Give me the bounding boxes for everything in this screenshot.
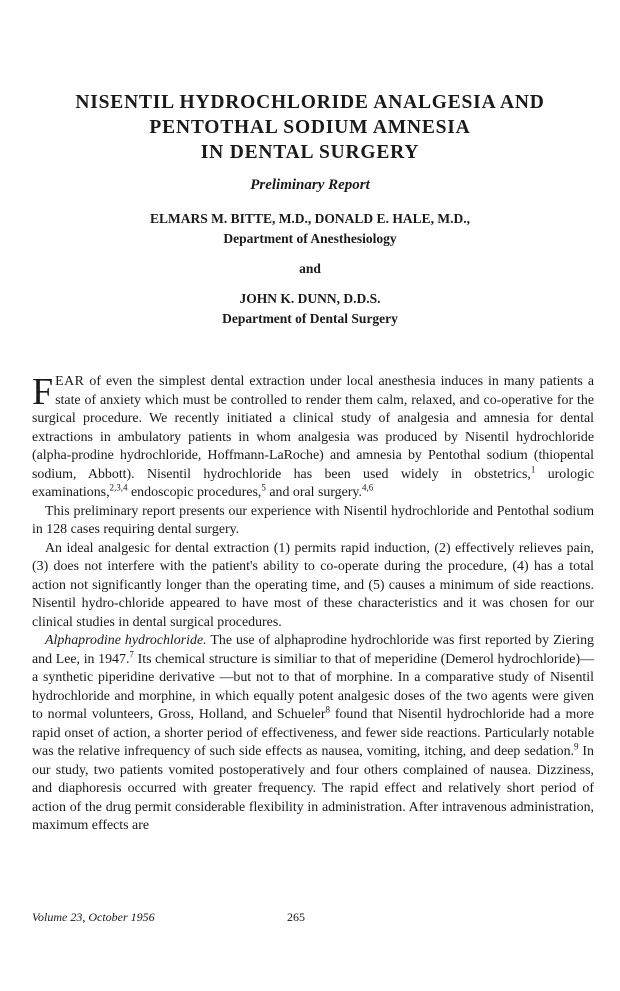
reference-8: 8 <box>325 704 330 715</box>
paragraph-4-text-d: In our study, two patients vomited postoperatively and four others complained of nausea. Dizziness, and diaphoresis occurred with greater frequency. The rapid effect and relatively short period of action of the drug permit considerable flexibility in administration. After intravenous administration, maximum effects are <box>32 744 594 833</box>
reference-1: 1 <box>530 463 536 474</box>
paragraph-3: An ideal analgesic for dental extraction (1) permits rapid induction, (2) effectively relieves pain, (3) does not interfere with the patient's ability to co-operate during the procedure, (4) has a total action not significantly longer than the operating time, and (5) causes a minimum of side reactions. Nisentil hydro-chloride appeared to have most of these characteristics and it was chosen for our clinical studies in dental surgical procedures. <box>32 540 594 630</box>
paragraph-4 <box>32 632 594 836</box>
article-title <box>30 90 590 165</box>
authors-line-1: ELMARS M. BITTE, M.D., DONALD E. HALE, M.D., <box>150 211 470 226</box>
department-dental-surgery: Department of Dental Surgery <box>222 311 398 326</box>
paragraph-1-text-a: of even the simplest dental extraction under local anesthesia induces in many patients a state of anxiety which must be controlled to render them calm, relaxed, and co-operative for the surgical procedure. We recently initiated a clinical study of analgesia and amnesia for dental extractions in ambulatory patients in whom analgesia was produced by Nisentil hydrochloride (alpha-prodine hydrochloride, Hoffmann-LaRoche) and amnesia by Pentothal sodium (thiopental sodium, Abbott). Nisentil hydrochloride has been used widely in obstetrics, <box>32 374 594 482</box>
paragraph-4-text-b: Its chemical structure is similiar to that of meperidine (Demerol hydrochloride)—a synthetic piperidine derivative —but not to that of morphine. In a comparative study of Nisentil hydrochloride and morphine, in which equally potent analgesic doses of the two agents were given to normal volunteers, Gross, Holland, and Schueler <box>32 651 594 722</box>
paragraph-4-text-c: found that Nisentil hydrochloride had a more rapid onset of action, a shorter period of effectiveness, and fewer side reactions. Particularly notable was the relative infrequency of such side effects as nausea, vomiting, itching, and deep sedation. <box>32 707 594 759</box>
reference-7: 7 <box>129 648 134 659</box>
journal-volume: Volume 23, October 1956 <box>32 910 155 924</box>
department-anesthesiology: Department of Anesthesiology <box>223 231 397 246</box>
title-line-2: PENTOTHAL SODIUM AMNESIA <box>149 117 471 138</box>
drop-cap: F <box>32 371 54 413</box>
title-line-1: NISENTIL HYDROCHLORIDE ANALGESIA AND <box>75 92 545 113</box>
reference-5: 5 <box>261 482 266 493</box>
page-footer <box>32 910 592 928</box>
paragraph-2: This preliminary report presents our experience with Nisentil hydrochloride and Pentothal sodium in 128 cases requiring dental surgery. <box>32 503 594 537</box>
page-number: 265 <box>287 910 305 924</box>
reference-9: 9 <box>574 741 579 752</box>
section-heading-alphaprodine: Alphaprodine hydrochloride. <box>45 633 207 648</box>
paragraph-1-text-b: urologic examinations, <box>32 466 594 500</box>
opening-word: EAR <box>55 374 85 389</box>
authors-and: and <box>299 261 321 276</box>
article-subtitle: Preliminary Report <box>250 177 370 193</box>
article-body <box>32 373 594 836</box>
reference-4-6: 4,6 <box>361 482 374 493</box>
paragraph-1 <box>32 373 594 503</box>
author-block <box>30 209 590 329</box>
title-line-3: IN DENTAL SURGERY <box>200 142 420 163</box>
paragraph-4-text-a: The use of alphaprodine hydrochloride was first reported by Ziering and Lee, in 1947. <box>32 633 594 667</box>
reference-2-4: 2,3,4 <box>109 482 128 493</box>
paragraph-1-text-c: endoscopic procedures, <box>127 485 262 500</box>
paragraph-1-text-d: and oral surgery. <box>265 485 362 500</box>
authors-line-2: JOHN K. DUNN, D.D.S. <box>239 291 381 306</box>
